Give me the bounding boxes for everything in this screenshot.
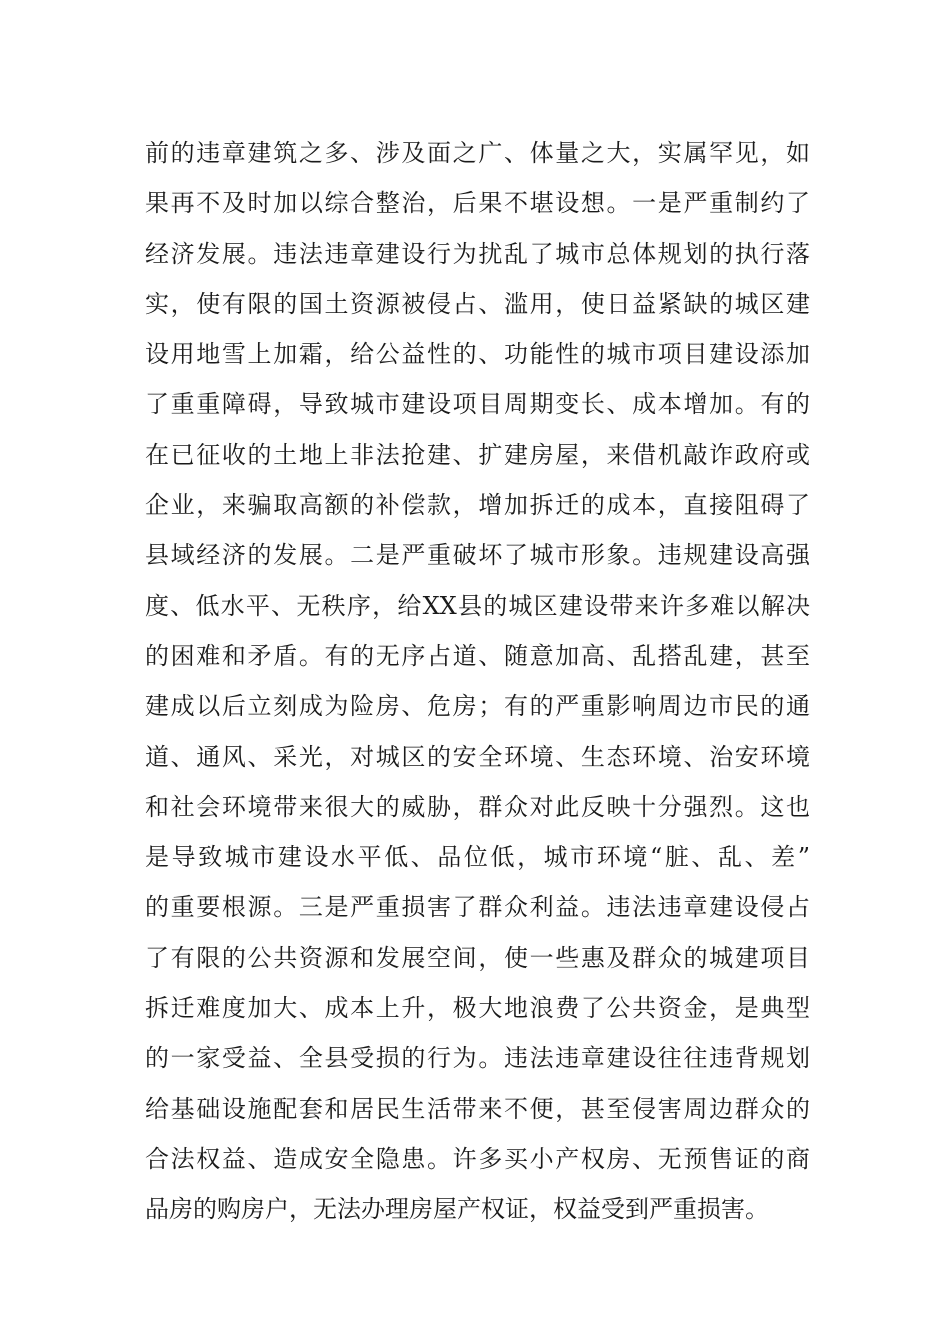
- body-paragraph: [145, 128, 810, 1235]
- text-line: 的一家受益、全县受损的行为。违法违章建设往往违背规划: [145, 1044, 810, 1073]
- text-line: 在已征收的土地上非法抢建、扩建房屋，来借机敲诈政府或: [145, 440, 810, 469]
- text-line: 设用地雪上加霜，给公益性的、功能性的城市项目建设添加: [145, 340, 810, 369]
- text-line: 品房的购房户，无法办理房屋产权证，权益受到严重损害。: [145, 1195, 769, 1224]
- text-line: 前的违章建筑之多、涉及面之广、体量之大，实属罕见，如: [145, 139, 810, 167]
- text-line: 果再不及时加以综合整治，后果不堪设想。一是严重制约了: [145, 189, 810, 218]
- text-line: 的困难和矛盾。有的无序占道、随意加高、乱搭乱建，甚至: [145, 641, 810, 670]
- text-line: 是导致城市建设水平低、品位低，城市环境“脏、乱、差”: [145, 843, 810, 872]
- text-line: 道、通风、采光，对城区的安全环境、生态环境、治安环境: [145, 742, 810, 771]
- text-line: 了重重障碍，导致城市建设项目周期变长、成本增加。有的: [145, 390, 810, 419]
- text-line: 经济发展。违法违章建设行为扰乱了城市总体规划的执行落: [145, 239, 810, 268]
- text-line: 给基础设施配套和居民生活带来不便，甚至侵害周边群众的: [145, 1094, 810, 1123]
- text-line: 建成以后立刻成为险房、危房；有的严重影响周边市民的通: [145, 692, 810, 721]
- text-line: 和社会环境带来很大的威胁，群众对此反映十分强烈。这也: [145, 792, 810, 821]
- text-line: 拆迁难度加大、成本上升，极大地浪费了公共资金，是典型: [145, 994, 810, 1023]
- text-line: 县域经济的发展。二是严重破坏了城市形象。违规建设高强: [145, 541, 810, 570]
- text-line: 企业，来骗取高额的补偿款，增加拆迁的成本，直接阻碍了: [145, 491, 810, 520]
- text-line: 实，使有限的国土资源被侵占、滥用，使日益紧缺的城区建: [145, 289, 810, 318]
- text-line: 度、低水平、无秩序，给XX县的城区建设带来许多难以解决: [145, 591, 810, 620]
- text-line: 了有限的公共资源和发展空间，使一些惠及群众的城建项目: [145, 943, 810, 972]
- text-line: 合法权益、造成安全隐患。许多买小产权房、无预售证的商: [145, 1144, 810, 1173]
- text-line: 的重要根源。三是严重损害了群众利益。违法违章建设侵占: [145, 893, 810, 922]
